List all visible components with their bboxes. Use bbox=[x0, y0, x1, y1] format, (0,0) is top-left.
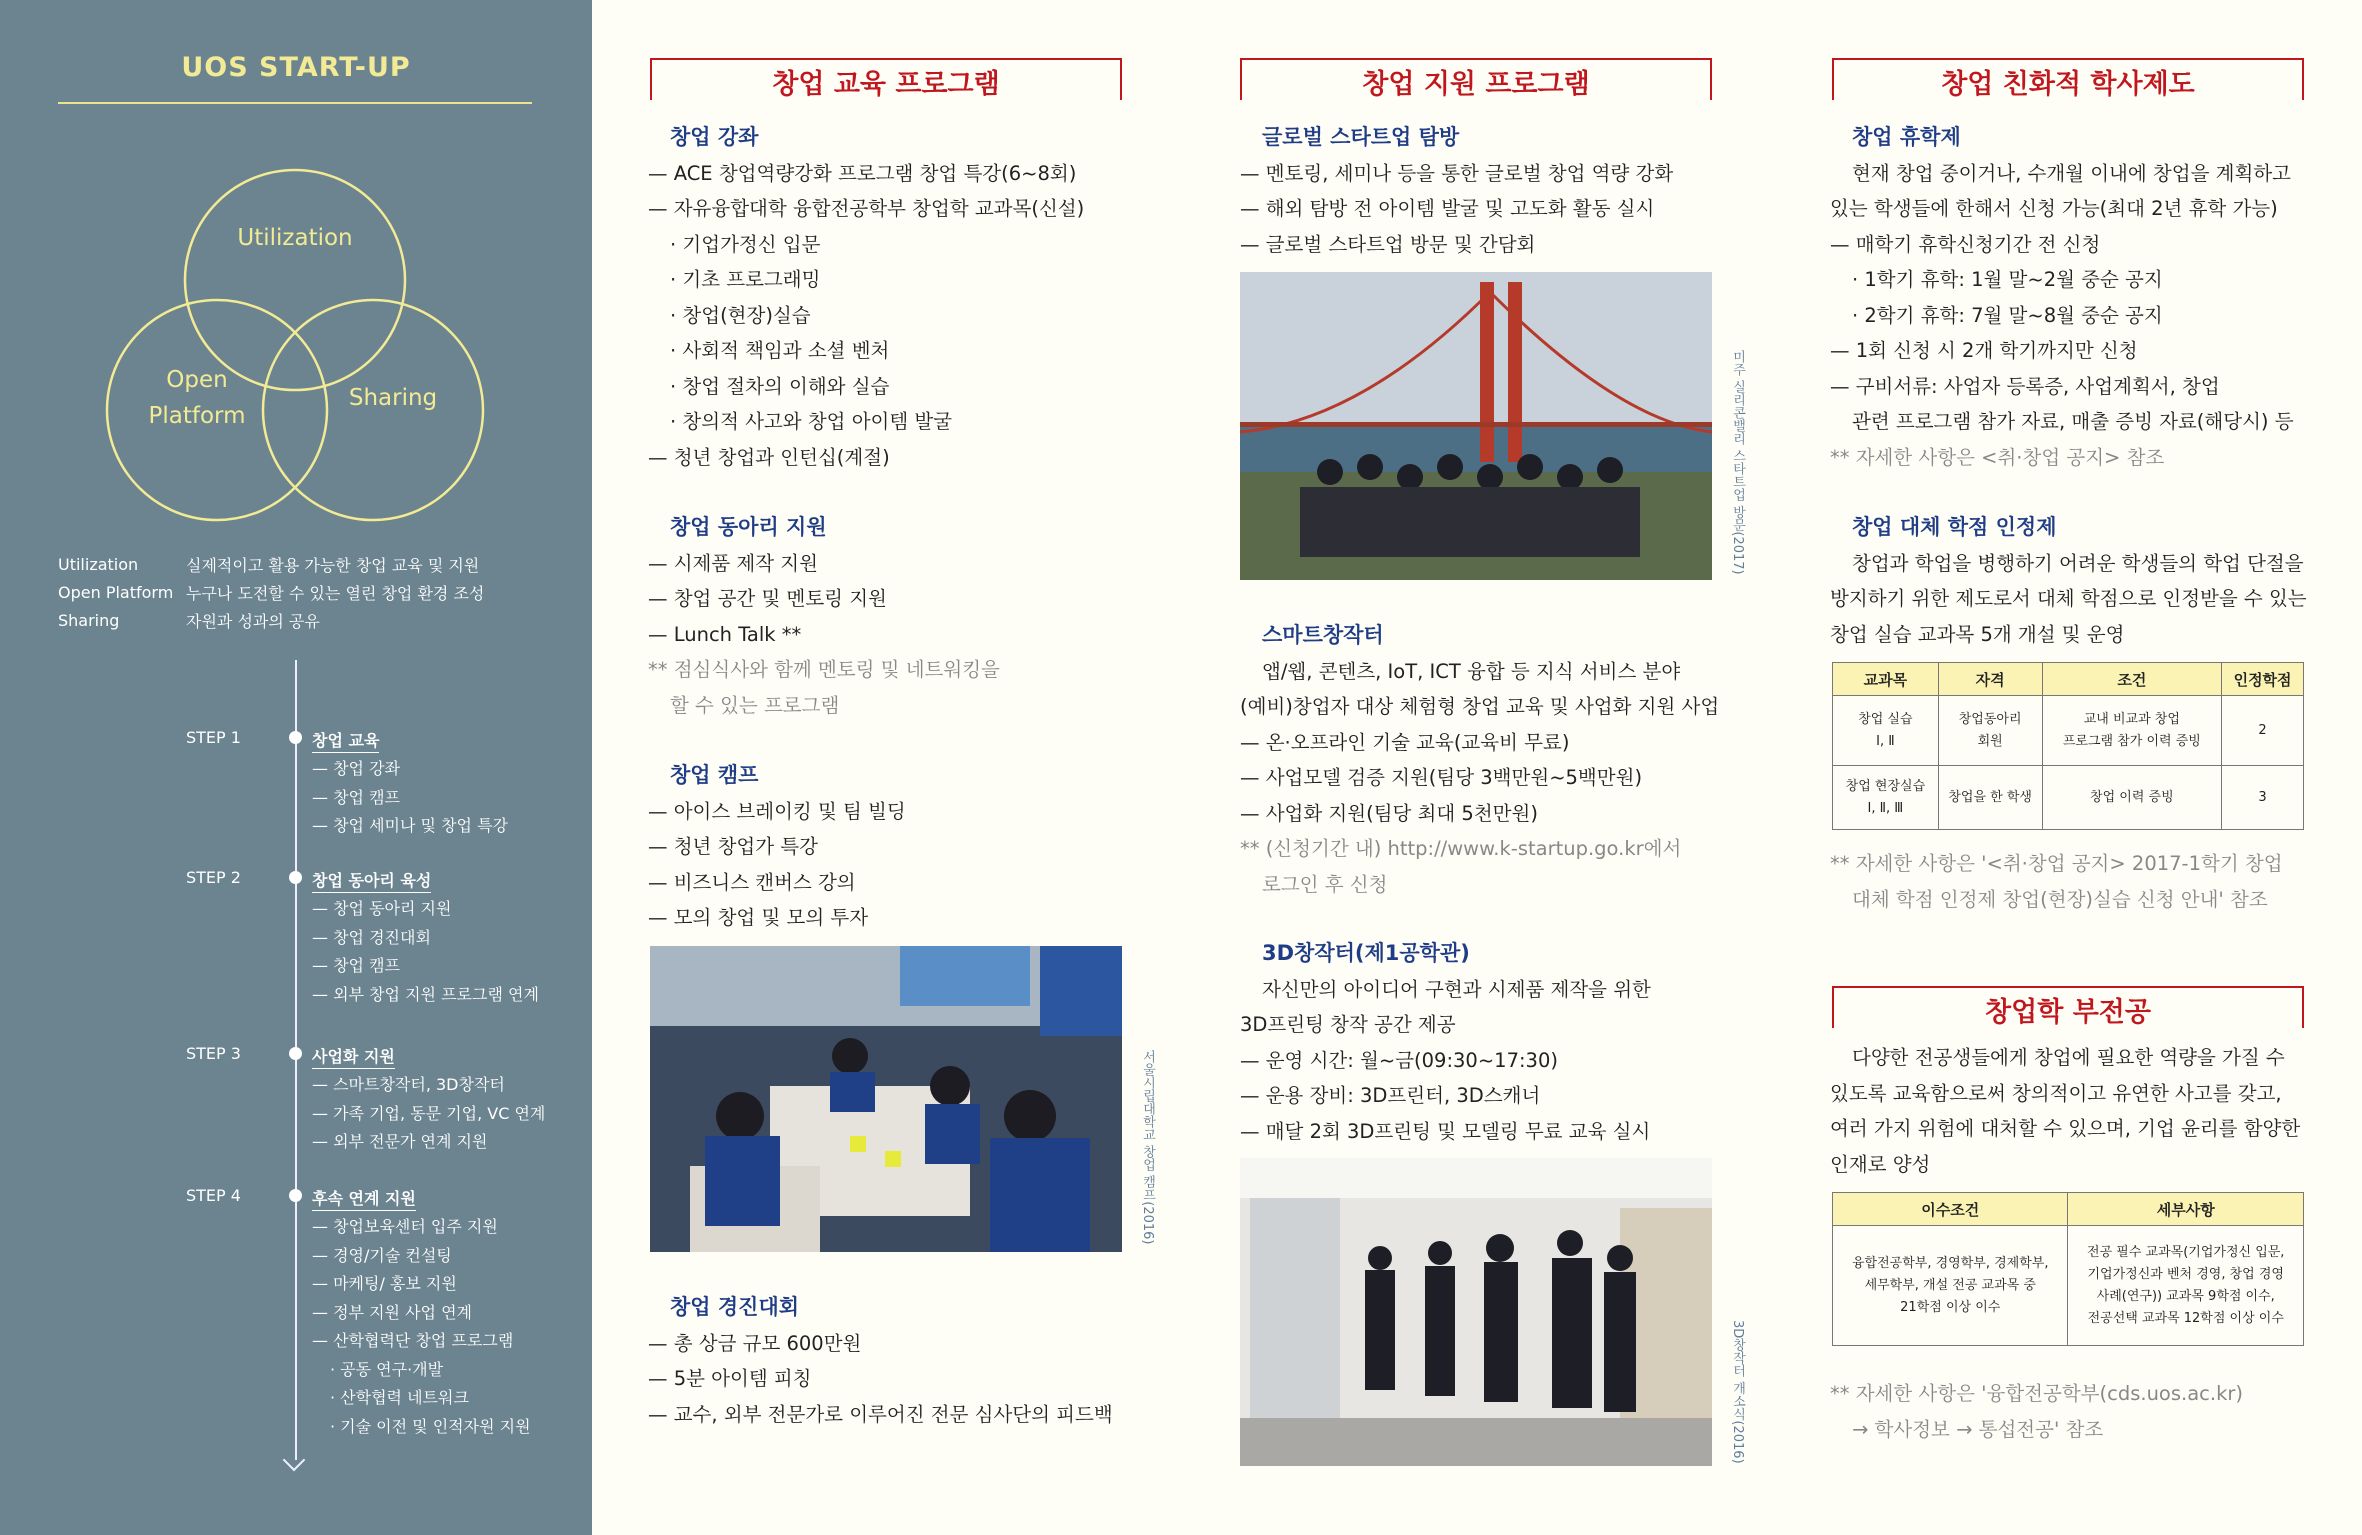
col1-heading: 창업 교육 프로그램 bbox=[650, 58, 1122, 106]
legend-desc: 실제적이고 활용 가능한 창업 교육 및 지원 bbox=[186, 555, 480, 575]
table-cell: 창업 실습 Ⅰ, Ⅱ bbox=[1833, 696, 1939, 766]
step-title: 창업 교육 bbox=[312, 728, 379, 751]
col1-section-clubs: 창업 동아리 지원 — 시제품 제작 지원 — 창업 공간 및 멘토링 지원 — Lunch Talk ** ** 점심식사와 함께 멘토링 및 네트워킹을 할 수 있는 프로그램 bbox=[648, 510, 1128, 723]
step-item: — 외부 창업 지원 프로그램 연계 bbox=[312, 984, 539, 1004]
subheading: 창업 휴학제 bbox=[1852, 125, 1961, 149]
table-header-cell: 조건 bbox=[2042, 663, 2222, 696]
table-cell: 창업을 한 학생 bbox=[1938, 766, 2042, 830]
photo-caption: 3D창작터 개소식(2016) bbox=[1730, 1320, 1745, 1464]
table-row bbox=[1833, 696, 2304, 766]
legend-desc: 자원과 성과의 공유 bbox=[186, 611, 320, 631]
legend-desc: 누구나 도전할 수 있는 열린 창업 환경 조성 bbox=[186, 583, 485, 603]
step-item: — 가족 기업, 동문 기업, VC 연계 bbox=[312, 1103, 546, 1123]
step-dot-icon bbox=[289, 1189, 302, 1202]
step-item: · 산학협력 네트워크 bbox=[330, 1388, 469, 1407]
step-item: — 정부 지원 사업 연계 bbox=[312, 1302, 472, 1322]
venn-circle-utilization bbox=[185, 170, 405, 390]
table-cell: 전공 필수 교과목(기업가정신 입문, 기업가정신과 벤처 경영, 창업 경영 사례(연구)) 교과목 9학점 이수, 전공선택 교과목 12학점 이상 이수 bbox=[2068, 1226, 2304, 1346]
step-title: 창업 동아리 육성 bbox=[312, 868, 431, 891]
photo-caption: 서울시립대학교 창업 캠프(2016) bbox=[1140, 1050, 1155, 1245]
table-cell: 3 bbox=[2222, 766, 2304, 830]
table-cell: 2 bbox=[2222, 696, 2304, 766]
legend-row bbox=[58, 550, 484, 578]
step-item: · 기술 이전 및 인적자원 지원 bbox=[330, 1416, 531, 1436]
subheading: 창업 경진대회 bbox=[670, 1295, 800, 1319]
sidebar-title: UOS START-UP bbox=[181, 52, 411, 83]
sidebar-divider bbox=[58, 102, 532, 104]
subheading: 창업 대체 학점 인정제 bbox=[1852, 515, 2057, 539]
col2-section-global: 글로벌 스타트업 탐방 — 멘토링, 세미나 등을 통한 글로벌 창업 역량 강화 — 해외 탐방 전 아이템 발굴 및 고도화 활동 실시 — 글로벌 스타트업 방문 및 간담회 bbox=[1240, 120, 1720, 262]
col1-section-camp: 창업 캠프 — 아이스 브레이킹 및 팀 빌딩 — 청년 창업가 특강 — 비즈니스 캔버스 강의 — 모의 창업 및 모의 투자 bbox=[648, 758, 1128, 936]
step-item: — 경영/기술 컨설팅 bbox=[312, 1245, 452, 1265]
table-header-row bbox=[1833, 1193, 2304, 1226]
col2-section-smart: 스마트창작터 앱/웹, 콘텐츠, IoT, ICT 융합 등 지식 서비스 분야 (예비)창업자 대상 체험형 창업 교육 및 사업화 지원 사업 — 온·오프라인 기술 교육(교육비 무료) — 사업모델 검증 지원(팀당 3백만원~5백만원) — 사업화 지원(팀당 최대 5천만원) ** (신청기간 내) http://www.k-startup.go.kr에서 로그인 후 신청 bbox=[1240, 618, 1720, 902]
legend-term: Sharing bbox=[58, 610, 120, 630]
col3-minor-note: ** 자세한 사항은 '융합전공학부(cds.uos.ac.kr) → 학사정보 → 통섭전공' 참조 bbox=[1830, 1382, 2243, 1441]
venn-label-sharing: Sharing bbox=[348, 385, 438, 411]
step-item: — 산학협력단 창업 프로그램 bbox=[312, 1331, 514, 1350]
col2-section-3d: 3D창작터(제1공학관) 자신만의 아이디어 구현과 시제품 제작을 위한 3D프린팅 창작 공간 제공 — 운영 시간: 월~금(09:30~17:30) — 운용 장비: 3D프린터, 3D스캐너 — 매달 2회 3D프린팅 및 모델링 무료 교육 실시 bbox=[1240, 936, 1720, 1149]
col3-heading: 창업 친화적 학사제도 bbox=[1832, 58, 2304, 106]
photo-caption: 미주 실리콘밸리 스타트업 방문(2017) bbox=[1730, 350, 1745, 575]
step-item: — 창업 캠프 bbox=[312, 956, 400, 975]
photo-3d-opening bbox=[1240, 1158, 1712, 1466]
timeline-arrow-icon bbox=[283, 1449, 306, 1472]
step-dot-icon bbox=[289, 871, 302, 884]
col3-section-credit: 창업 대체 학점 인정제 창업과 학업을 병행하기 어려운 학생들의 학업 단절을 방지하기 위한 제도로서 대체 학점으로 인정받을 수 있는 창업 실습 교과목 5개 개설 및 운영 bbox=[1830, 510, 2320, 652]
table-cell: 창업 이력 증빙 bbox=[2042, 766, 2222, 830]
legend-term: Open Platform bbox=[58, 582, 174, 602]
subheading: 스마트창작터 bbox=[1262, 623, 1384, 647]
table-header-cell: 인정학점 bbox=[2222, 663, 2304, 696]
col1-section-courses: 창업 강좌 — ACE 창업역량강화 프로그램 창업 특강(6~8회) — 자유융합대학 융합전공학부 창업학 교과목(신설) · 기업가정신 입문 · 기초 프로그래밍 · 창업(현장)실습 · 사회적 책임과 소셜 벤처 · 창업 절차의 이해와 실습 · 창의적 사고와 창업 아이템 발굴 — 청년 창업과 인턴십(계절) bbox=[648, 120, 1128, 475]
step-item: — 창업 캠프 bbox=[312, 787, 400, 807]
table-cell: 교내 비교과 창업 프로그램 참가 이력 증빙 bbox=[2042, 696, 2222, 766]
table-header-cell: 이수조건 bbox=[1833, 1193, 2068, 1226]
timeline-line bbox=[295, 660, 297, 1460]
step-item: — 마케팅/ 홍보 지원 bbox=[312, 1274, 457, 1293]
step-item: — 창업 동아리 지원 bbox=[312, 899, 452, 918]
subheading: 창업 동아리 지원 bbox=[670, 515, 827, 539]
venn-label-open: Open bbox=[166, 367, 228, 393]
step-label: STEP 3 bbox=[186, 1044, 241, 1063]
minor-table bbox=[1832, 1192, 2304, 1346]
subheading: 창업 캠프 bbox=[670, 763, 759, 787]
table-header-row bbox=[1833, 663, 2304, 696]
step-title: 사업화 지원 bbox=[312, 1044, 395, 1067]
sidebar bbox=[0, 0, 592, 1535]
venn-diagram bbox=[95, 145, 495, 525]
col3-section-leave: 창업 휴학제 현재 창업 중이거나, 수개월 이내에 창업을 계획하고 있는 학생들에 한해서 신청 가능(최대 2년 휴학 가능) — 매학기 휴학신청기간 전 신청 · 1학기 휴학: 1월 말~2월 중순 공지 · 2학기 휴학: 7월 말~8월 중순 공지 — 1회 신청 시 2개 학기까지만 신청 — 구비서류: 사업자 등록증, 사업계획서, 창업 관련 프로그램 참가 자료, 매출 증빙 자료(해당시) 등 ** 자세한 사항은 <취·창업 공지> 참조 bbox=[1830, 120, 2320, 475]
subheading: 창업 강좌 bbox=[670, 125, 759, 149]
subheading: 글로벌 스타트업 탐방 bbox=[1262, 125, 1460, 149]
col3-heading-minor: 창업학 부전공 bbox=[1832, 986, 2304, 1034]
step-item: — 창업 세미나 및 창업 특강 bbox=[312, 816, 508, 835]
step-label: STEP 4 bbox=[186, 1186, 241, 1205]
table-cell: 창업동아리 회원 bbox=[1938, 696, 2042, 766]
step-dot-icon bbox=[289, 1047, 302, 1060]
col3-section-minor: 다양한 전공생들에게 창업에 필요한 역량을 가질 수 있도록 교육함으로써 창의적이고 유연한 사고를 갖고, 여러 가지 위험에 대처할 수 있으며, 기업 윤리를 함양한 인재로 양성 bbox=[1830, 1046, 2301, 1176]
table-row bbox=[1833, 766, 2304, 830]
step-item: — 창업 경진대회 bbox=[312, 927, 431, 947]
table-header-cell: 세부사항 bbox=[2068, 1193, 2304, 1226]
table-header-cell: 교과목 bbox=[1833, 663, 1939, 696]
subheading: 3D창작터(제1공학관) bbox=[1262, 941, 1470, 965]
step-item: — 스마트창작터, 3D창작터 bbox=[312, 1075, 505, 1094]
step-label: STEP 1 bbox=[186, 728, 241, 747]
table-row bbox=[1833, 1226, 2304, 1346]
credit-table bbox=[1832, 662, 2304, 830]
venn-legend bbox=[58, 550, 484, 634]
table-header-cell: 자격 bbox=[1938, 663, 2042, 696]
step-item: — 외부 전문가 연계 지원 bbox=[312, 1132, 488, 1151]
legend-row bbox=[58, 578, 484, 606]
step-items bbox=[312, 756, 508, 842]
col2-heading: 창업 지원 프로그램 bbox=[1240, 58, 1712, 106]
table-cell: 융합전공학부, 경영학부, 경제학부, 세무학부, 개설 전공 교과목 중 21학점 이상 이수 bbox=[1833, 1226, 2068, 1346]
col3-credit-note: ** 자세한 사항은 '<취·창업 공지> 2017-1학기 창업 대체 학점 인정제 창업(현장)실습 신청 안내' 참조 bbox=[1830, 852, 2283, 911]
step-label: STEP 2 bbox=[186, 868, 241, 887]
step-items bbox=[312, 1072, 545, 1158]
step-title: 후속 연계 지원 bbox=[312, 1186, 416, 1209]
step-dot-icon bbox=[289, 731, 302, 744]
step-item: · 공동 연구·개발 bbox=[330, 1359, 444, 1379]
venn-label-utilization: Utilization bbox=[237, 225, 353, 251]
venn-label-platform: Platform bbox=[148, 403, 246, 429]
legend-term: Utilization bbox=[58, 554, 139, 574]
photo-golden-gate bbox=[1240, 272, 1712, 580]
step-item: — 창업보육센터 입주 지원 bbox=[312, 1217, 498, 1236]
table-cell: 창업 현장실습 Ⅰ, Ⅱ, Ⅲ bbox=[1833, 766, 1939, 830]
col1-section-competition: 창업 경진대회 — 총 상금 규모 600만원 — 5분 아이템 피칭 — 교수, 외부 전문가로 이루어진 전문 심사단의 피드백 bbox=[648, 1290, 1128, 1432]
step-items bbox=[312, 896, 539, 1010]
legend-row bbox=[58, 606, 484, 634]
step-item: — 창업 강좌 bbox=[312, 759, 400, 778]
step-items bbox=[312, 1214, 531, 1442]
photo-startup-camp bbox=[650, 946, 1122, 1252]
